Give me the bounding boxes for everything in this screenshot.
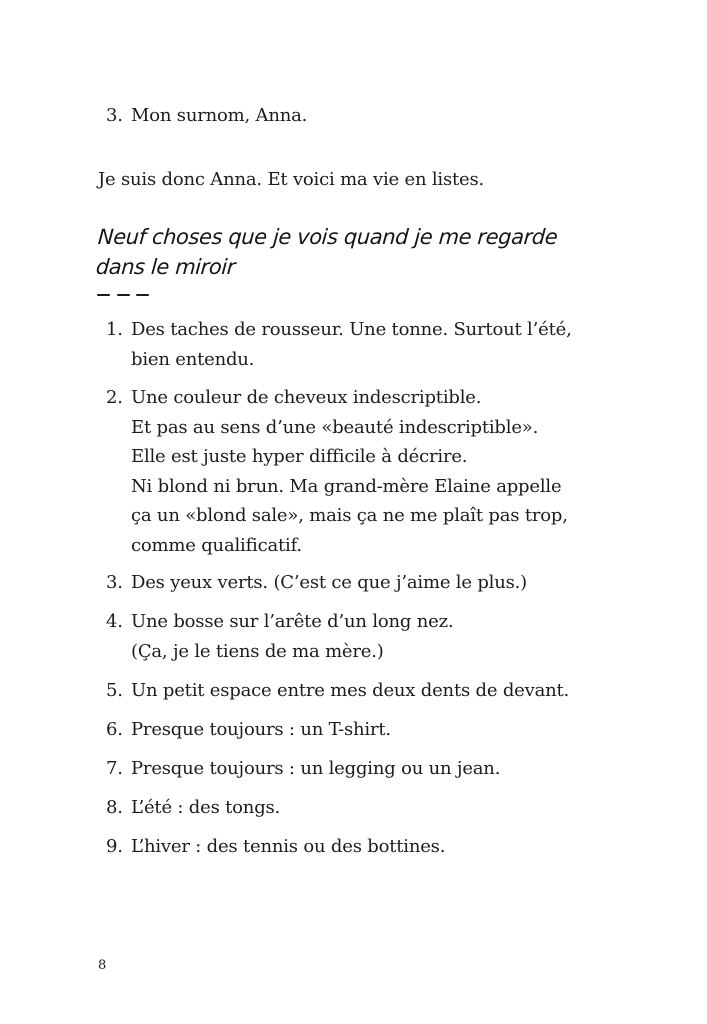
list-item-text	[131, 793, 626, 823]
list-item-line: Une couleur de cheveux indescriptible.	[131, 387, 482, 408]
list-item-line: Un petit espace entre mes deux dents de devant.	[131, 680, 570, 701]
list-item	[106, 832, 626, 862]
prev-list-item	[106, 101, 626, 131]
list-item-text	[131, 568, 626, 598]
list-item-line: Elle est juste hyper difficile à décrire.	[131, 446, 468, 467]
section-heading-line-1: Neuf choses que je vois quand je me regarde	[97, 225, 559, 249]
list-item-number: 6.	[106, 719, 123, 740]
section-heading	[95, 222, 619, 282]
list-item-line: ça un «blond sale», mais ça ne me plaît pas trop,	[131, 505, 568, 526]
intro-paragraph: Je suis donc Anna. Et voici ma vie en listes.	[98, 169, 485, 190]
list-item-text	[131, 607, 626, 666]
heading-underline-dashes	[97, 294, 153, 298]
list-item-text	[131, 676, 626, 706]
list-item-number: 4.	[106, 611, 123, 632]
list-item-line: Presque toujours : un T-shirt.	[131, 719, 391, 740]
section-heading-line-2: dans le miroir	[95, 255, 236, 279]
page-number: 8	[98, 958, 107, 973]
list-item-number: 9.	[106, 836, 123, 857]
list-item-number: 3.	[106, 572, 123, 593]
list-item-text	[131, 315, 626, 374]
list-item-text	[131, 754, 626, 784]
list-item-text	[131, 383, 626, 560]
dash	[97, 294, 110, 296]
list-item-number: 7.	[106, 758, 123, 779]
list-item-number: 1.	[106, 319, 123, 340]
list-item	[106, 607, 626, 666]
list-item-line: Presque toujours : un legging ou un jean.	[131, 758, 501, 779]
dash	[136, 294, 149, 296]
list-item-text	[131, 715, 626, 745]
list-item-text: Mon surnom, Anna.	[131, 105, 308, 126]
list-item-line: (Ça, je le tiens de ma mère.)	[131, 640, 384, 662]
list-item	[106, 315, 626, 374]
list-item-line: comme qualificatif.	[131, 534, 302, 556]
list-item-line: Ni blond ni brun. Ma grand-mère Elaine appelle	[131, 475, 562, 497]
list-item-line: Et pas au sens d’une «beauté indescriptible».	[131, 416, 539, 438]
list-item	[106, 383, 626, 560]
list-item-line: L’hiver : des tennis ou des bottines.	[131, 836, 446, 857]
list-item	[106, 754, 626, 784]
list-item-number: 5.	[106, 680, 123, 701]
list-item-text	[131, 832, 626, 862]
list-item	[106, 568, 626, 598]
list-item-line: bien entendu.	[131, 348, 255, 370]
list-item-number: 8.	[106, 797, 123, 818]
dash	[117, 294, 130, 296]
list-item	[106, 793, 626, 823]
list-item-line: Des taches de rousseur. Une tonne. Surtout l’été,	[131, 319, 572, 340]
list-item-line: Des yeux verts. (C’est ce que j’aime le plus.)	[131, 572, 527, 593]
list-item	[106, 676, 626, 706]
list-item-line: L’été : des tongs.	[131, 797, 281, 818]
list-item	[106, 715, 626, 745]
list-item-line: Une bosse sur l’arête d’un long nez.	[131, 611, 454, 632]
list-item-number: 2.	[106, 387, 123, 408]
list-item-number: 3.	[106, 105, 123, 126]
